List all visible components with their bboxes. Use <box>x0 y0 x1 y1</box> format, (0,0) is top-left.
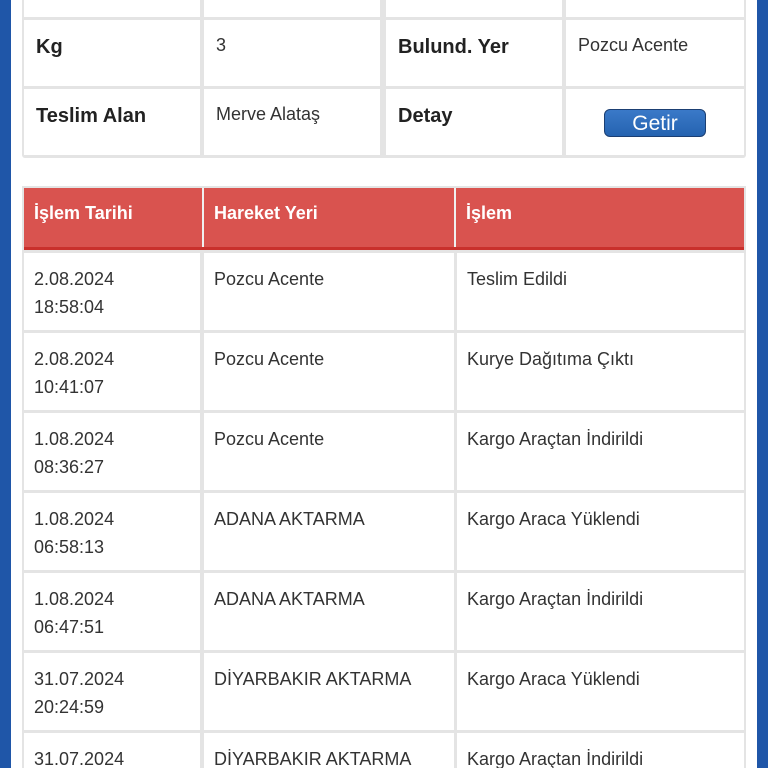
header-islem[interactable]: İşlem <box>466 203 513 223</box>
table-row-place: Pozcu Acente <box>204 333 454 410</box>
row-date: 2.08.2024 <box>34 349 115 369</box>
header-hareket-yeri[interactable]: Hareket Yeri <box>214 203 318 223</box>
row-time: 08:36:27 <box>34 457 105 477</box>
info-cell-top <box>566 0 744 17</box>
table-row-date <box>24 253 200 330</box>
table-row-place: ADANA AKTARMA <box>204 493 454 570</box>
table-row-date <box>24 333 200 410</box>
row-date: 31.07.2024 <box>34 749 125 768</box>
table-row-place: Pozcu Acente <box>204 413 454 490</box>
row-time: 20:24:59 <box>34 697 105 717</box>
row-date: 31.07.2024 <box>34 669 125 689</box>
receiver-label: Teslim Alan <box>24 89 200 155</box>
kg-label: Kg <box>24 20 200 86</box>
row-time: 06:47:51 <box>34 617 105 637</box>
kg-value: 3 <box>204 20 380 86</box>
info-cell-top <box>386 0 562 17</box>
table-header <box>24 188 744 250</box>
table-row-place: DİYARBAKIR AKTARMA <box>204 653 454 730</box>
table-row-action: Kargo Araçtan İndirildi <box>457 733 744 768</box>
header-islem-tarihi[interactable]: İşlem Tarihi <box>34 203 133 223</box>
table-row-date <box>24 733 200 768</box>
table-row-action: Kargo Araçtan İndirildi <box>457 573 744 650</box>
location-value: Pozcu Acente <box>566 20 744 86</box>
table-row-action: Teslim Edildi <box>457 253 744 330</box>
table-row-place: DİYARBAKIR AKTARMA <box>204 733 454 768</box>
row-date: 1.08.2024 <box>34 429 115 449</box>
row-date: 2.08.2024 <box>34 269 115 289</box>
table-row-action: Kurye Dağıtıma Çıktı <box>457 333 744 410</box>
table-row-place: ADANA AKTARMA <box>204 573 454 650</box>
getir-button[interactable]: Getir <box>604 109 706 137</box>
table-row-date <box>24 493 200 570</box>
detail-label: Detay <box>386 89 562 155</box>
table-row-action: Kargo Araçtan İndirildi <box>457 413 744 490</box>
table-row-action: Kargo Araca Yüklendi <box>457 653 744 730</box>
page-frame <box>11 0 757 768</box>
location-label: Bulund. Yer <box>386 20 562 86</box>
table-row-date <box>24 653 200 730</box>
row-date: 1.08.2024 <box>34 589 115 609</box>
table-row-action: Kargo Araca Yüklendi <box>457 493 744 570</box>
row-date: 1.08.2024 <box>34 509 115 529</box>
movement-history-table <box>22 186 746 768</box>
table-row-date <box>24 573 200 650</box>
info-cell-top <box>24 0 200 17</box>
detail-cell <box>566 89 744 155</box>
receiver-value: Merve Alataş <box>204 89 380 155</box>
row-time: 10:41:07 <box>34 377 105 397</box>
row-time: 18:58:04 <box>34 297 105 317</box>
shipment-info-table <box>22 0 746 158</box>
table-row-date <box>24 413 200 490</box>
info-cell-top <box>204 0 380 17</box>
row-time: 06:58:13 <box>34 537 105 557</box>
table-row-place: Pozcu Acente <box>204 253 454 330</box>
